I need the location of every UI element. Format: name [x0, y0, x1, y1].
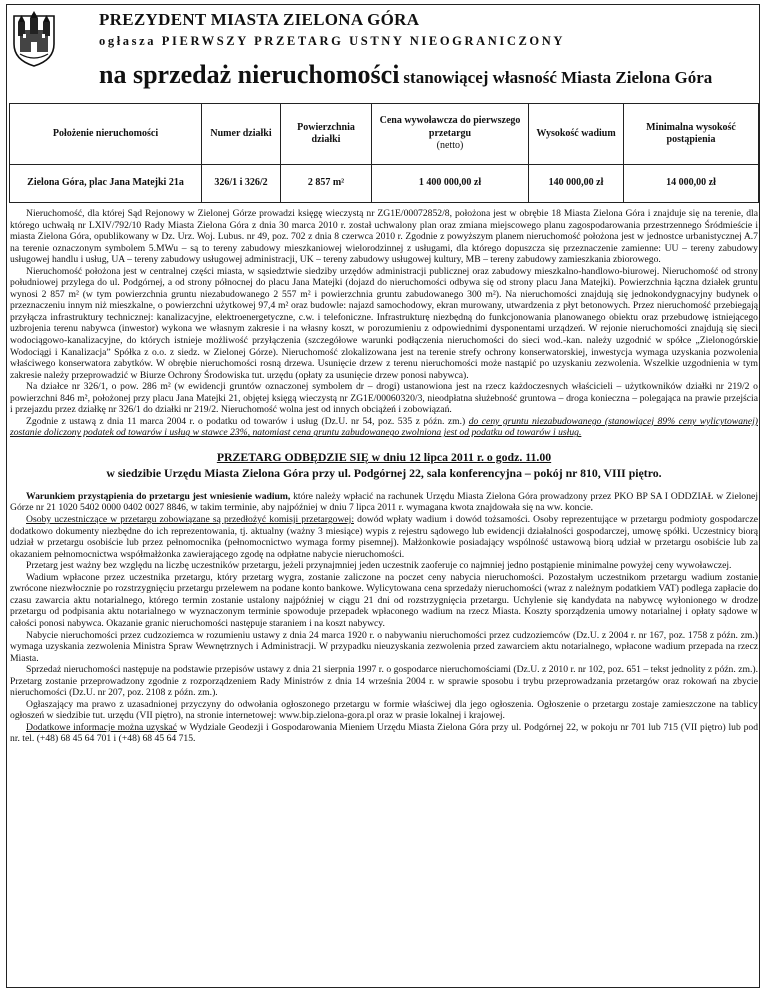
participants-details: dowód wpłaty wadium i dowód tożsamości. Osoby reprezentujące w przetargu podmioty gospodarcze dodatkowo dokumenty niezbędne do ich reprezentowania, tj. aktualny (ważny 3 miesiące) wypis z rejestru sądowego lub ewidencji działalności gospodarczej, umowę spółki. Uczestnicy biorą udział w przetargu osobiście lub przez pełnomocnika (pełnomocnictwo wymaga formy pisemnej). Małżonkowie posiadający wspólność ustawową biorą udział w przetargu osobiście lub za okazaniem pełnomocnictwa współmałżonka zawierającego zgodę na odpłatne nabycie nieruchomości. [10, 514, 759, 560]
notice-title: PREZYDENT MIASTA ZIELONA GÓRA [99, 10, 420, 29]
city-crest-icon [10, 10, 58, 68]
paragraph-legal-basis: Sprzedaż nieruchomości następuje na podstawie przepisów ustawy z dnia 21 sierpnia 1997 r. o gospodarce nieruchomościami (Dz.U. z 2010 r. nr 102, poz. 651 – tekst jednolity z późn. zm.). Przetarg zostanie przeprowadzony zgodnie z rozporządzeniem Rady Ministrów z dnia 14 września 2004 r. w sprawie sposobu i trybu przeprowadzania przetargów oraz rokowań na zbycie nieruchomości (Dz.U. nr 207, poz. 2108 z późn. zm.). [10, 664, 758, 699]
table-header-row [10, 104, 759, 165]
info-lead: Dodatkowe informacje można uzyskać [26, 721, 178, 733]
table-header [372, 104, 529, 165]
paragraph-validity: Przetarg jest ważny bez względu na liczbę uczestników przetargu, jeżeli przynajmniej jeden uczestnik zaoferuje co najmniej jedno postąpienie minimalne powyżej ceny wywoławczej. [26, 560, 732, 572]
paragraph-zoning: Nieruchomość, dla której Sąd Rejonowy w Zielonej Górze prowadzi księgę wieczystą nr ZG1E/00072852/8, położona jest w obrębie 18 Miasta Zielona Góra i znajduje się na terenie, dla którego uchwałą nr LXIV/792/10 Rady Miasta Zielona Góra z dnia 30 marca 2010 r. został uchwalony plan oraz zmiana miejscowego planu zagospodarowania przestrzennego Śródmieście i miasta Zielona Góra, opublikowany w Dz. Urz. Woj. Lubus. nr 49, poz. 702 z dnia 8 czerwca 2010 r. Zgodnie z powyższym planem nieruchomość położona jest w jednostce urbanistycznej A.7 na terenie oznaczonym symbolem 5.MWu – są to tereny zabudowy mieszkaniowej wielorodzinnej z usługami, dla którego dopuszcza się przeznaczenie zamienne: UU – tereny zabudowy usługowej handlu i usług, UA – tereny zabudowy usługowej administracji, UK – tereny zabudowy usługowej kultury, MB – tereny zabudowy zamieszkania zbiorowego. [10, 208, 758, 266]
deposit-condition: Warunkiem przystąpienia do przetargu jest wniesienie wadium, [26, 490, 291, 502]
info-details: w Wydziale Geodezji i Gospodarowania Mieniem Urzędu Miasta Zielona Góra przy ul. Podgórnej 22, w pokoju nr 701 lub 715 (VII piętro) lub pod nr. tel. (+48) 68 45 64 701 i (+48) 68 45 64 715. [10, 721, 759, 745]
paragraph-participants [10, 514, 758, 560]
price-header-label: Cena wywoławcza do pierwszego przetargu [379, 115, 521, 139]
table-header: Powierzchnia działki [281, 104, 372, 165]
paragraph-description: Nieruchomość położona jest w centralnej części miasta, w sąsiedztwie siedziby urzędów administracji publicznej oraz zabudowy mieszkalno-handlowo-biurowej. Nieruchomość od strony południowej przylega do ul. Podgórnej, a od strony północnej do placu Jana Matejki (dojazd do nieruchomości odbywa się od strony placu Jana Matejki). Powierzchnia łączna działek gruntu wynosi 2 857 m² (w tym powierzchnia gruntu niezabudowanego 2 557 m² i powierzchnia gruntu zabudowanego 300 m²). Na nieruchomości znajdują się jednokondygnacyjny budynek o przeznaczeniu innym niż mieszkalne, o powierzchni użytkowej 97,4 m² oraz budowle: najazd samochodowy, ekran murowany, utwardzenia z płyt betonowych. Przez nieruchomość przebiegają przyłącza infrastruktury technicznej: kanalizacyjne, elektroenergetyczne, c.w. i telefoniczne. Infrastrukturę niezbędną do funkcjonowania planowanego obiektu oraz przebudowę istniejącego uzbrojenia terenu nabywca (inwestor) wykona we własnym zakresie i na własny koszt, w porozumieniu z odpowiednimi dysponentami urządzeń. W rejonie nieruchomości znajdują się sieci wodociągowo-kanalizacyjne, do których istnieje możliwość przyłączenia (szczegółowe warunki podłączenia nieruchomości do sieci wod.-kan. należy uzgodnić w spółce „Zielonogórskie Wodociągi i Kanalizacja” Spółka z o.o. z siedz. w Zielonej Górze). Nieruchomość zlokalizowana jest na terenie strefy ochrony konserwatorskiej, inwestycja wymaga uzyskania pozwolenia właściwego konserwatora zabytków. W obrębie nieruchomości rosną drzewa. Usunięcie drzew z terenu nieruchomości może nastąpić po uzyskaniu zezwolenia. Wszelkie uzgodnienia w tym zakresie należy przeprowadzić w Biurze Ochrony Środowiska tut. urzędu (opłaty za usunięcie drzew ponosi nabywca). [10, 265, 758, 381]
notice-subtitle: ogłasza PIERWSZY PRZETARG USTNY NIEOGRANICZONY [99, 34, 565, 48]
paragraph-foreigners: Nabycie nieruchomości przez cudzoziemca w rozumieniu ustawy z dnia 24 marca 1920 r. o nabywaniu nieruchomości przez cudzoziemców (Dz.U. z 2004 r. nr 167, poz. 1758 z późn. zm.) wymaga uzyskania zezwolenia Ministra Spraw Wewnętrznych i Administracji. W przypadku nieuzyskania zezwolenia przed zawarciem aktu notarialnego, wpłacone wadium przepada na rzecz Miasta. [10, 629, 758, 664]
table-row [10, 165, 759, 203]
table-header: Minimalna wysokość postąpienia [624, 104, 759, 165]
table-cell-area: 2 857 m² [281, 165, 372, 203]
table-cell-increment: 14 000,00 zł [624, 165, 759, 203]
table-header: Położenie nieruchomości [10, 104, 202, 165]
participants-lead: Osoby uczestniczące w przetargu zobowiązane są przedłożyć komisji przetargowej: [26, 514, 355, 526]
notice-body [10, 208, 758, 745]
table-cell-location: Zielona Góra, plac Jana Matejki 21a [10, 165, 202, 203]
paragraph-cancellation: Ogłaszający ma prawo z uzasadnionej przyczyny do odwołania ogłoszonego przetargu w formie właściwej dla jego ogłoszenia. Ogłoszenie o przetargu zostaje zamieszczone na tablicy ogłoszeń w siedzibie tut. urzędu (VII piętro), na stronie internetowej: www.bip.zielona-gora.pl oraz w prasie lokalnej i krajowej. [10, 698, 758, 722]
deposit-details: które należy wpłacić na rachunek Urzędu Miasta Zielona Góra prowadzony przez PKO BP SA I ODDZIAŁ w Zielonej Górze nr 21 1020 5402 0000 0402 0027 8846, w takim terminie, aby najpóźniej w dniu 7 lipca 2011 r. wymagana kwota znajdowała się na ww. koncie. [10, 490, 759, 514]
headline-small: stanowiącej własność Miasta Zielona Góra [403, 68, 713, 87]
table-cell-plot-number: 326/1 i 326/2 [202, 165, 281, 203]
netto-label: (netto) [436, 140, 464, 152]
table-cell-price: 1 400 000,00 zł [372, 165, 529, 203]
auction-date: PRZETARG ODBĘDZIE SIĘ w dniu 12 lipca 2011 r. o godz. 11.00 [216, 449, 552, 464]
table-header: Wysokość wadium [529, 104, 624, 165]
headline-big: na sprzedaż nieruchomości [99, 60, 400, 89]
table-header: Numer działki [202, 104, 281, 165]
table-cell-deposit: 140 000,00 zł [529, 165, 624, 203]
property-table [9, 103, 759, 203]
paragraph-vat [10, 416, 758, 439]
paragraph-deposit-rules: Wadium wpłacone przez uczestnika przetargu, który przetarg wygra, zostanie zaliczone na poczet ceny nabycia nieruchomości. Pozostałym uczestnikom przetargu wadium zostanie zwrócone niezwłocznie po rozstrzygnięciu przetargu przelewem na podane konto bankowe. Wylicytowana cena sprzedaży nieruchomości (wraz z należnym podatkiem VAT) podlega zapłacie do czasu zawarcia aktu notarialnego, którego termin zostanie ustalony najpóźniej w ciągu 21 dni od rozstrzygnięcia przetargu. Uchylenie się kandydata na nabywcę wyłonionego w drodze przetargu od podpisania aktu notarialnego w wyznaczonym terminie spowoduje przepadek wpłaconego wadium na rzecz Miasta. Koszty sporządzenia umowy notarialnej i opłaty sądowe w całości ponosi nabywca. Okazanie granic nieruchomości następuje staraniem i na koszt nabywcy. [10, 571, 758, 629]
vat-note: do ceny gruntu niezabudowanego (stanowiącej 89% ceny wylicytowanej) zostanie doliczony podatek od towarów i usług w stawce 23%, natomiast cena gruntu zabudowanego zwolniona jest od podatku od towarów i usług. [10, 415, 758, 439]
vat-intro: Zgodnie z ustawą z dnia 11 marca 2004 r. o podatku od towarów i usług (Dz.U. nr 54, poz. 535 z późn. zm.) [26, 415, 466, 427]
paragraph-info [10, 722, 758, 745]
paragraph-easement: Na działce nr 326/1, o pow. 286 m² (w ewidencji gruntów oznaczonej symbolem dr – drogi) ustanowiona jest na rzecz każdoczesnych właścicieli – użytkowników działki nr 219/2 o powierzchni 846 m², położonej przy placu Jana Matejki 21, objętej księgą wieczystą nr ZG1E/00060320/3, nieodpłatna służebność gruntowa – droga konieczna – polegająca na prawie przejścia i przejazdu przez działkę nr 326/1 do działki nr 219/2. Nieruchomość wolna jest od innych obciążeń i zobowiązań. [10, 381, 758, 416]
notice-headline [99, 60, 712, 90]
paragraph-deposit [10, 491, 758, 514]
auction-place: w siedzibie Urzędu Miasta Zielona Góra przy ul. Podgórnej 22, sala konferencyjna – pokój nr 810, VIII piętro. [106, 465, 662, 480]
